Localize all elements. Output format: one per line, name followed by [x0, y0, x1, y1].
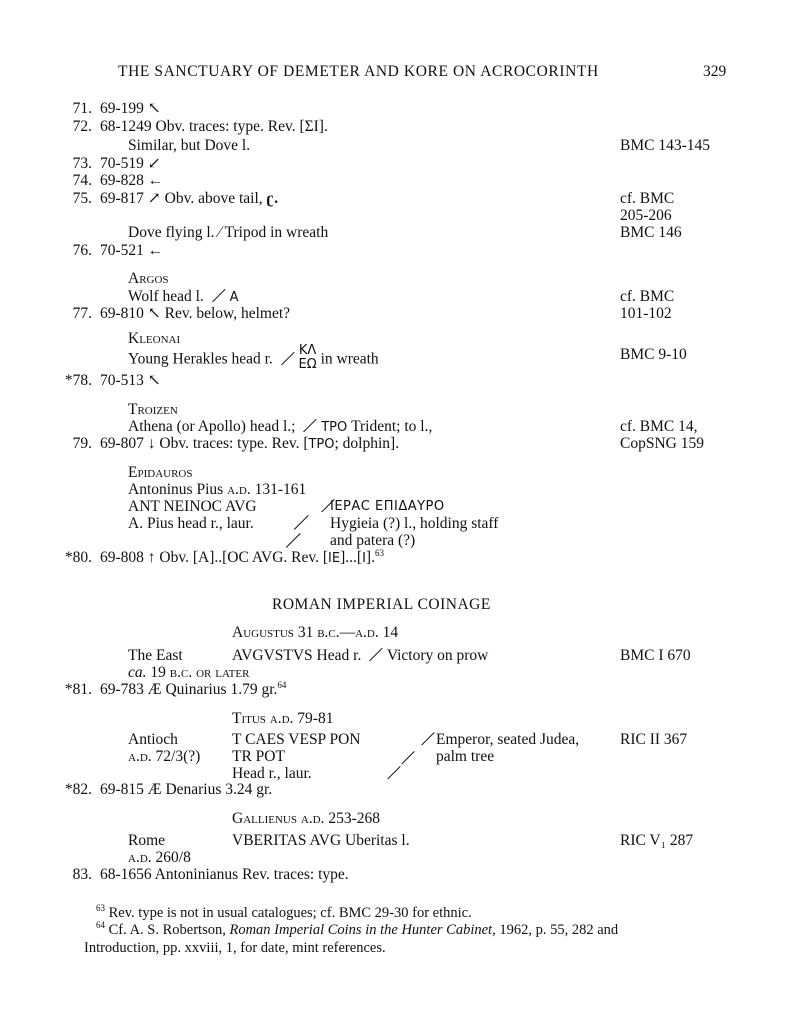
entry-number: 73.: [72, 155, 92, 172]
entry-text: 69-815 Æ Denarius 3.24 gr.: [100, 781, 273, 798]
type-text: AVGVSTVS Head r.: [232, 647, 362, 664]
footnote-text: , 1962, p. 55, 282 and: [492, 922, 619, 938]
entry-greek: ΙΕ: [328, 551, 341, 566]
reference: CopSNG 159: [620, 435, 704, 452]
ruler-name: Antoninus Pius: [128, 481, 224, 498]
divider-slash: [299, 418, 317, 432]
type-text: Wolf head l.: [128, 288, 204, 305]
ruler-line: [128, 481, 306, 499]
reference: BMC 146: [620, 224, 682, 241]
reverse-type: Emperor, seated Judea,: [436, 731, 580, 748]
entry-text-a: 69-807 ↓ Obv. traces: type. Rev. [: [100, 435, 309, 452]
footnote: Introduction, pp. xxviii, 1, for date, mint references.: [84, 940, 386, 956]
ruler-dates: a.d. 253-268: [300, 810, 381, 827]
reference: RIC II 367: [620, 731, 688, 748]
mint-heading: Argos: [128, 270, 169, 287]
footnote: [96, 904, 472, 922]
mint-place: Rome: [128, 832, 166, 849]
mint-date: [128, 664, 249, 682]
ruler-name: Titus: [232, 710, 266, 727]
footnote-text: Cf. A. S. Robertson,: [108, 922, 226, 938]
divider-slash: [365, 647, 383, 661]
mint-place: Antioch: [128, 731, 178, 748]
page-number: 329: [703, 63, 727, 80]
divider-slash: [421, 732, 435, 746]
mint-date: a.d. 260/8: [128, 849, 191, 866]
mint-place: The East: [128, 647, 183, 664]
entry-text: [100, 681, 286, 699]
entry-number: 74.: [72, 172, 92, 189]
divider-slash: [387, 766, 401, 780]
mint-date: a.d. 72/3(?): [128, 748, 201, 765]
reference: cf. BMC 14,: [620, 418, 698, 435]
obverse-type: Head r., laur.: [232, 765, 312, 782]
divider-slash: [277, 351, 295, 365]
entry-text: 69-828 ←: [100, 172, 164, 189]
entry-number: 72.: [72, 118, 92, 135]
entry-text: 69-199 ↖: [100, 100, 161, 117]
footnote: [96, 921, 618, 939]
type-description: [232, 647, 488, 665]
entry-text: [100, 549, 384, 568]
ruler-heading: [232, 810, 380, 828]
entry-text: 68-1249 Obv. traces: type. Rev. [ΣΙ].: [100, 118, 328, 135]
entry-text-b: ].: [365, 549, 375, 566]
ruler-name: Augustus: [232, 624, 294, 641]
legend-suffix: in wreath: [320, 350, 379, 368]
type-description: [128, 343, 379, 374]
ruler-heading: [232, 624, 398, 642]
entry-number: *78.: [64, 372, 92, 389]
reference: BMC I 670: [620, 647, 691, 664]
ruler-dates: a.d. 79-81: [269, 710, 334, 727]
footnote-ref: 63: [374, 547, 384, 558]
rev-greek: ΤΡΟ: [321, 420, 348, 435]
divider-slash: [286, 533, 301, 548]
legend-bottom: ΕΩ: [298, 357, 317, 372]
type-text: Trident; to l.,: [351, 418, 433, 435]
running-head: THE SANCTUARY OF DEMETER AND KORE ON ACROCORINTH: [118, 63, 599, 80]
footnote-ref: 64: [277, 679, 287, 690]
reverse-legend: ΙΕΡΑϹ ΕΠΙΔΑΥΡΟ: [330, 499, 445, 514]
entry-text-a: 69-808 ↑ Obv. [A]..[OC AVG. Rev. [: [100, 549, 329, 566]
entry-text: 69-810 ↖ Rev. below, helmet?: [100, 305, 291, 322]
mint-heading: Epidauros: [128, 464, 193, 481]
entry-greek: Ι: [362, 551, 366, 566]
ruler-name: Gallienus: [232, 810, 297, 827]
ruler-dates: 131-161: [254, 481, 307, 498]
entry-number: 75.: [72, 190, 92, 207]
type-description: VBERITAS AVG Uberitas l.: [232, 832, 410, 849]
section-heading: ROMAN IMPERIAL COINAGE: [272, 596, 491, 613]
entry-text-main: 69-817 ↗ Obv. above tail,: [100, 190, 263, 207]
footnote-text: Rev. type is not in usual catalogues; cf. BMC 29-30 for ethnic.: [108, 905, 472, 921]
divider-slash: [294, 515, 309, 530]
entry-number: 77.: [72, 305, 92, 322]
entry-text-b: ; dolphin].: [334, 435, 400, 452]
entry-number: 83.: [72, 866, 92, 883]
reference: cf. BMC: [620, 288, 675, 305]
entry-text: 70-519 ↙: [100, 155, 161, 172]
date-text: 19 b.c. or later: [150, 664, 250, 681]
mint-heading: Kleonai: [128, 330, 181, 347]
entry-number: *82.: [64, 781, 92, 798]
entry-number: 76.: [72, 242, 92, 259]
obverse-legend: TR POT: [232, 748, 285, 765]
entry-text: 70-513 ↖: [100, 372, 161, 389]
entry-text-m: ]...[: [340, 549, 363, 566]
entry-text-main: 69-783 Æ Quinarius 1.79 gr.: [100, 681, 278, 698]
entry-number: *81.: [64, 681, 92, 698]
legend-fraction: [299, 344, 317, 372]
obverse-type: A. Pius head r., laur.: [128, 515, 254, 532]
mint-heading: Troizen: [128, 401, 178, 418]
monogram-glyph: ʗ.: [266, 190, 279, 207]
ruler-heading: [232, 710, 333, 728]
entry-number: 79.: [72, 435, 92, 452]
divider-slash: [401, 751, 415, 765]
legend-top: ΚΛ: [298, 343, 317, 358]
entry-text: Similar, but Dove l.: [128, 137, 251, 154]
entry-text: 68-1656 Antoninianus Rev. traces: type.: [100, 866, 349, 883]
reverse-type: Victory on prow: [386, 647, 489, 664]
footnote-mark: 63: [96, 903, 105, 914]
reference: BMC 9-10: [620, 346, 687, 363]
footnote-mark: 64: [96, 920, 105, 931]
entry-greek: ΤΡΟ: [308, 437, 335, 452]
obverse-legend: ANT NEINOC AVG: [128, 498, 257, 515]
divider-slash: [208, 288, 226, 302]
reference: BMC 143-145: [620, 137, 710, 154]
type-text: Athena (or Apollo) head l.;: [128, 418, 296, 435]
reverse-type: palm tree: [436, 748, 495, 765]
entry-text: Dove flying l. ⁄ Tripod in wreath: [128, 224, 329, 241]
entry-number: *80.: [64, 549, 92, 566]
entry-text: [100, 435, 399, 454]
era: a.d.: [227, 481, 251, 498]
reference: 101-102: [620, 305, 672, 322]
entry-text: 70-521 ←: [100, 242, 164, 259]
rev-letter: A: [229, 290, 239, 305]
reverse-type: and patera (?): [330, 532, 416, 549]
reverse-type: Hygieia (?) l., holding staff: [330, 515, 499, 532]
circa: ca.: [128, 664, 147, 681]
obverse-legend: T CAES VESP PON: [232, 731, 361, 748]
type-text: Young Herakles head r.: [128, 350, 273, 368]
entry-number: 71.: [72, 100, 92, 117]
reference: 205-206: [620, 207, 672, 224]
footnote-title: Roman Imperial Coins in the Hunter Cabinet: [229, 922, 493, 938]
reference: RIC V₁ 287: [620, 832, 694, 849]
ruler-dates: 31 b.c.—a.d. 14: [297, 624, 399, 641]
entry-text: [100, 190, 278, 208]
reference: cf. BMC: [620, 190, 675, 207]
